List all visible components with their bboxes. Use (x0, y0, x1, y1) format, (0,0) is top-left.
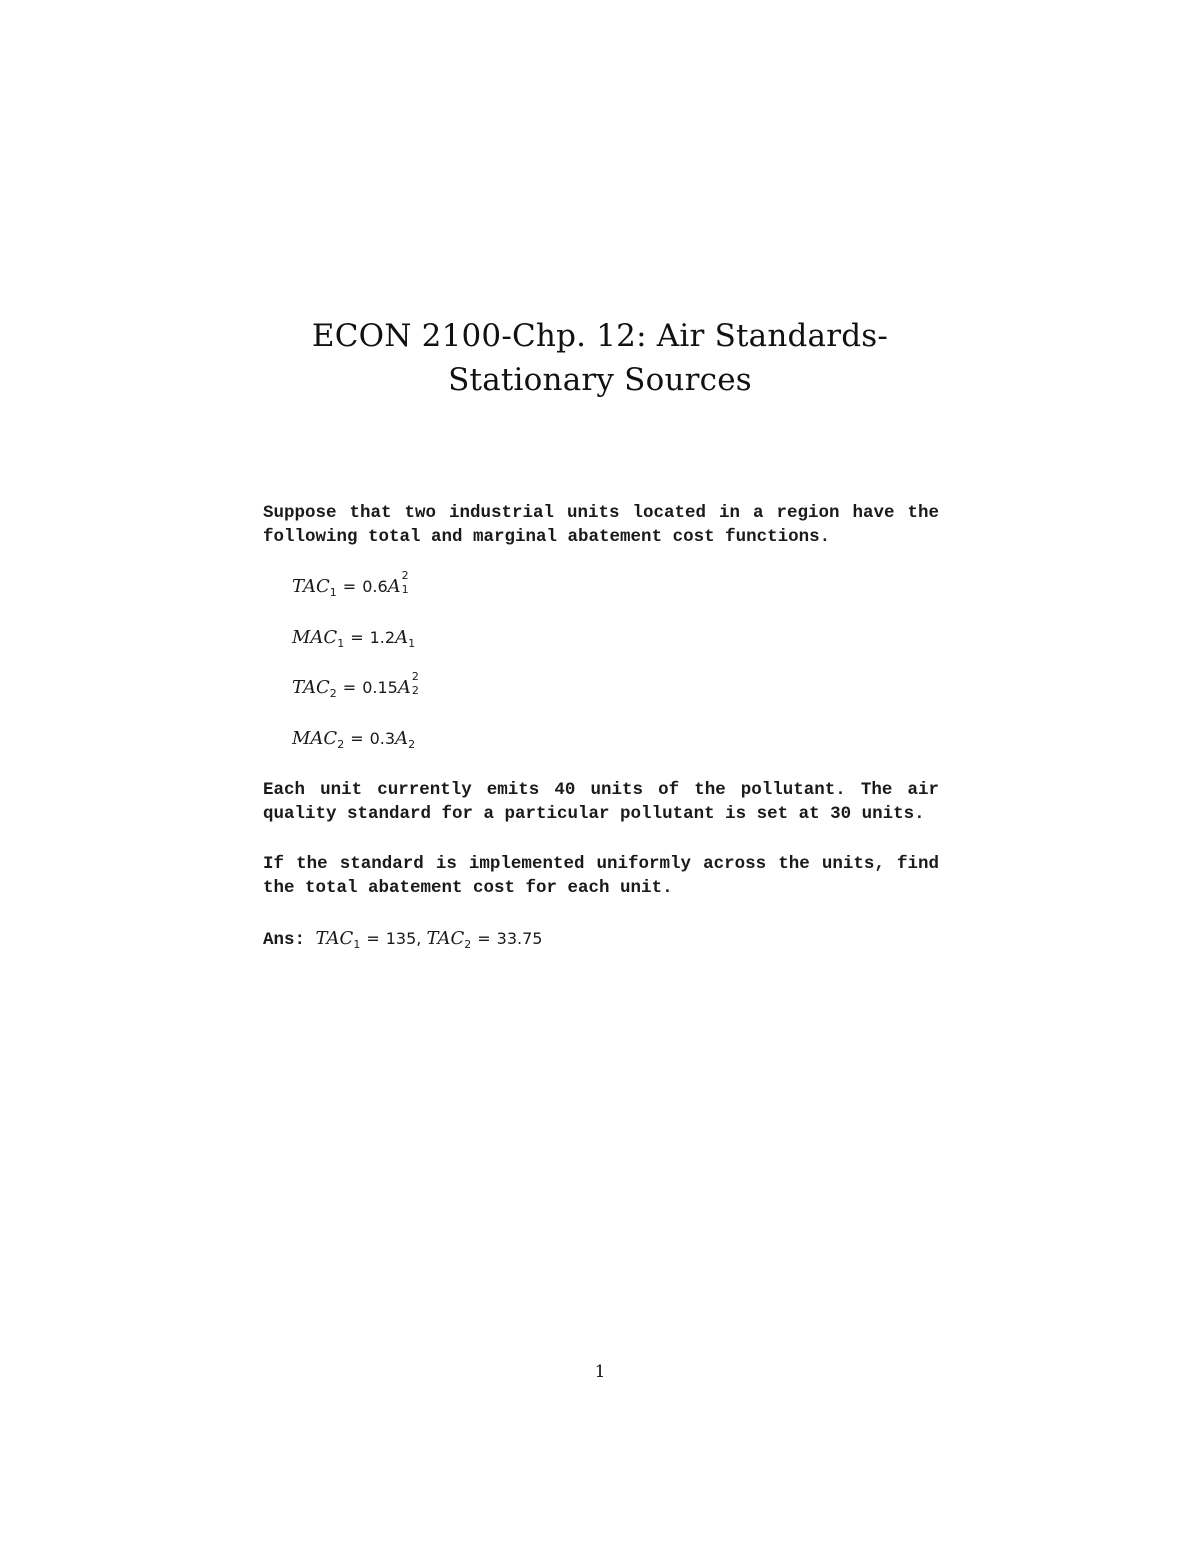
equation-coefficient: 1.2 (369, 628, 396, 647)
equation-coefficient: 0.3 (369, 729, 396, 748)
equation-coefficient: 0.15 (362, 678, 398, 697)
intro-paragraph: Suppose that two industrial units located in a region have the following total and marginal abatement cost functions. (263, 503, 939, 547)
equation-lhs: MAC (292, 627, 338, 648)
emissions-paragraph: Each unit currently emits 40 units of the pollutant. The air quality standard for a particular pollutant is set at 30 units. (263, 780, 939, 824)
equation-tac2: $TAC_2 = 0.15A$ 2 2 (292, 670, 419, 700)
answer-b-subscript: 2 (464, 938, 472, 951)
equation-lhs-subscript: 2 (329, 687, 337, 700)
equation-variable: A (395, 627, 409, 648)
answer-math: $TAC_1 = 135$, $TAC_2 = 33.75$ (315, 928, 543, 951)
equation-exponent: 2 (401, 569, 409, 582)
answer-a-lhs: TAC (315, 928, 354, 949)
equation-mac1: $MAC_1 = 1.2A_1$ (292, 627, 416, 650)
answer-b-value: 33.75 (496, 929, 543, 948)
equation-lhs: TAC (292, 576, 330, 597)
answer-line (263, 927, 939, 952)
equation-lhs-subscript: 1 (337, 637, 345, 650)
equation-exponent: 2 (411, 670, 419, 683)
equation-lhs: TAC (292, 677, 330, 698)
equation-variable: A (387, 576, 401, 597)
equation-tac1: $TAC_1 = 0.6A$ 2 1 (292, 569, 409, 599)
equation-variable: A (395, 728, 409, 749)
equation-mac2: $MAC_2 = 0.3A_2$ (292, 728, 416, 751)
equation-variable-subscript: 1 (401, 583, 409, 596)
answer-a-value: 135 (385, 929, 417, 948)
equation-lhs-subscript: 1 (329, 586, 337, 599)
equation-coefficient: 0.6 (362, 577, 388, 596)
document-title: ECON 2100-Chp. 12: Air Standards-Stationary Sources (311, 318, 889, 398)
page-number: 1 (594, 1362, 606, 1382)
answer-b-lhs: TAC (426, 928, 465, 949)
equation-variable-subscript: 1 (408, 637, 416, 650)
answer-label: Ans: (263, 930, 306, 950)
question-paragraph: If the standard is implemented uniformly across the units, find the total abatement cost for each unit. (263, 854, 939, 898)
equation-variable-subscript: 2 (408, 738, 416, 751)
equation-lhs-subscript: 2 (337, 738, 345, 751)
equation-lhs: MAC (292, 728, 338, 749)
answer-a-subscript: 1 (353, 938, 361, 951)
equation-variable-subscript: 2 (411, 684, 419, 697)
equation-variable: A (397, 677, 411, 698)
